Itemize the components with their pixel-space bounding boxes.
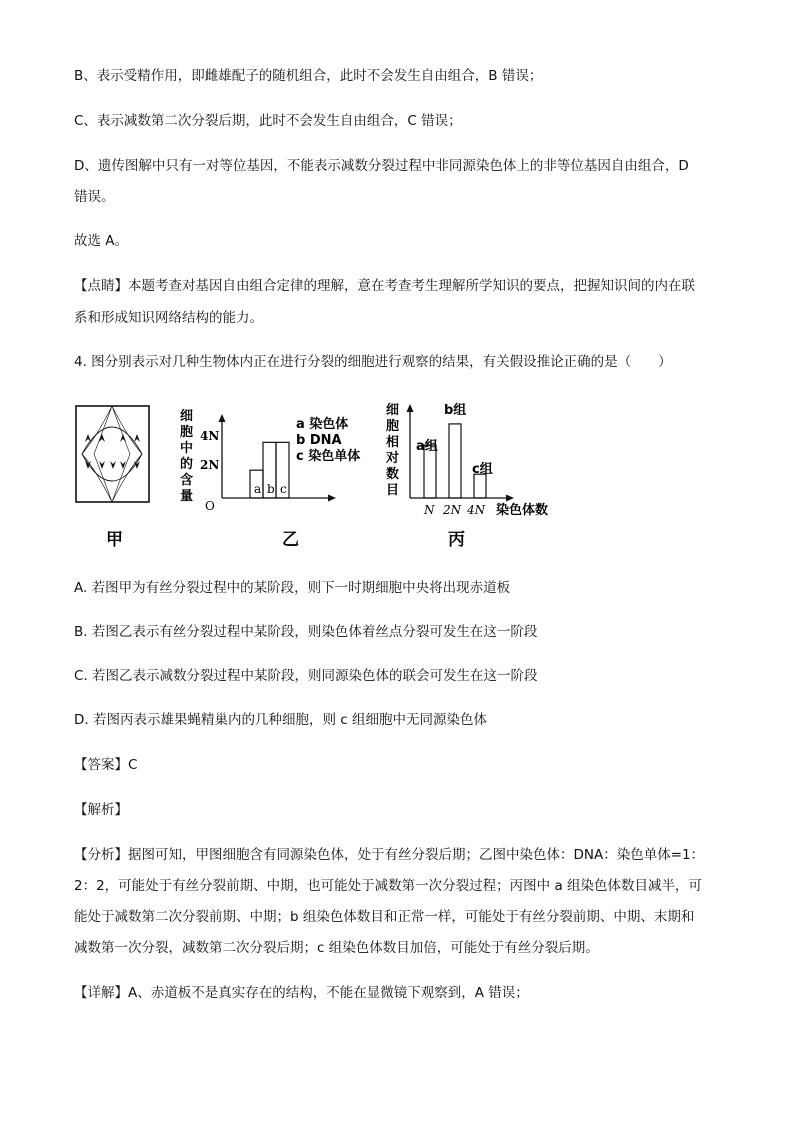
bing-group-c: c组 <box>472 462 493 477</box>
option-a: A. 若图甲为有丝分裂过程中的某阶段，则下一时期细胞中央将出现赤道板 <box>74 580 511 596</box>
svg-text:中: 中 <box>180 441 194 456</box>
bing-xlabel: 染色体数 <box>496 503 549 518</box>
option-d: D. 若图丙表示雄果蝇精巢内的几种细胞，则 c 组细胞中无同源染色体 <box>74 712 487 728</box>
spindle-fibers <box>82 406 142 502</box>
svg-text:细: 细 <box>386 403 400 418</box>
yi-y-arrow <box>219 414 226 422</box>
analysis-line: 【分析】据图可知，甲图细胞含有同源染色体，处于有丝分裂后期；乙图中染色体：DNA：染色单体=1： <box>74 847 705 863</box>
svg-text:c 染色单体: c 染色单体 <box>296 449 361 464</box>
bing-y-arrow <box>407 404 414 412</box>
option-c: C. 若图乙表示减数分裂过程中某阶段，则同源染色体的联会可发生在这一阶段 <box>74 668 538 684</box>
chart-yi <box>180 409 360 550</box>
chart-bing <box>385 402 548 550</box>
svg-text:相: 相 <box>386 435 400 450</box>
detail-line: 【详解】A、赤道板不是真实存在的结构，不能在显微镜下观察到，A 错误； <box>74 985 529 1001</box>
text-line: 错误。 <box>74 189 115 205</box>
option-b: B. 若图乙表示有丝分裂过程中某阶段，则染色体着丝点分裂可发生在这一阶段 <box>74 624 538 640</box>
analysis-title: 【解析】 <box>74 802 128 818</box>
yi-bar-letter-a: a <box>254 482 262 496</box>
svg-text:的: 的 <box>180 457 194 472</box>
label-yi: 乙 <box>282 530 299 550</box>
bar-4n <box>474 474 486 498</box>
bing-ylabel <box>385 403 399 498</box>
bing-group-a: a组 <box>416 439 438 454</box>
svg-text:对: 对 <box>386 451 400 466</box>
answer-line: 【答案】C <box>74 757 138 773</box>
text-line: C、表示减数第二次分裂后期，此时不会发生自由组合，C 错误； <box>74 113 462 129</box>
bing-bars <box>424 424 486 498</box>
note-line: 【点睛】本题考查对基因自由组合定律的理解，意在考查考生理解所学知识的要点，把握知识间的内在联 <box>74 278 695 294</box>
label-bing: 丙 <box>448 530 465 550</box>
svg-text:目: 目 <box>386 483 400 498</box>
question-stem: 4. 图分别表示对几种生物体内正在进行分裂的细胞进行观察的结果，有关假设推论正确的是（ ） <box>74 354 672 370</box>
analysis-line: 2：2，可能处于有丝分裂前期、中期，也可能处于减数第一次分裂过程；丙图中 a 组染色体数目减半，可 <box>74 878 703 894</box>
yi-tick-2n: 2N <box>200 458 220 472</box>
svg-text:含: 含 <box>180 473 194 488</box>
text-line: D、遗传图解中只有一对等位基因，不能表示减数分裂过程中非同源染色体上的非等位基因自由组合，D <box>74 158 689 174</box>
yi-x-arrow <box>328 495 336 502</box>
note-line: 系和形成知识网络结构的能力。 <box>74 310 263 326</box>
analysis-line: 减数第一次分裂，减数第二次分裂后期；c 组染色体数目加倍，可能处于有丝分裂后期。 <box>74 940 599 956</box>
figure-svg <box>74 398 574 558</box>
bing-x-arrow <box>506 495 514 502</box>
yi-bar-letter-c: c <box>280 482 287 496</box>
spindle-outline <box>82 427 142 481</box>
text-line: B、表示受精作用，即雌雄配子的随机组合，此时不会发生自由组合，B 错误； <box>74 68 543 84</box>
bing-xtick-2n: 2N <box>443 503 462 517</box>
svg-text:量: 量 <box>180 489 194 504</box>
svg-text:细: 细 <box>180 409 194 424</box>
question-figure <box>74 398 574 558</box>
bing-xtick-4n: 4N <box>467 503 486 517</box>
yi-bar-letter-b: b <box>267 482 275 496</box>
text-line: 故选 A。 <box>74 233 129 249</box>
cell-frame <box>76 406 149 502</box>
label-jia: 甲 <box>106 530 123 550</box>
yi-ylabel <box>180 409 193 504</box>
svg-text:胞: 胞 <box>180 425 194 440</box>
bing-group-b: b组 <box>444 403 467 418</box>
svg-text:a 染色体: a 染色体 <box>296 417 349 432</box>
yi-tick-4n: 4N <box>200 429 220 443</box>
bing-xtick-n: N <box>424 503 435 517</box>
cell-diagram-jia <box>76 406 149 550</box>
yi-origin: O <box>205 499 215 513</box>
svg-text:胞: 胞 <box>386 419 400 434</box>
analysis-line: 能处于减数第二次分裂前期、中期；b 组染色体数目和正常一样，可能处于有丝分裂前期、中期、末期和 <box>74 909 695 925</box>
svg-text:数: 数 <box>386 467 400 482</box>
bar-2n <box>449 424 461 498</box>
yi-legend <box>296 416 360 464</box>
svg-text:b DNA: b DNA <box>296 433 342 448</box>
